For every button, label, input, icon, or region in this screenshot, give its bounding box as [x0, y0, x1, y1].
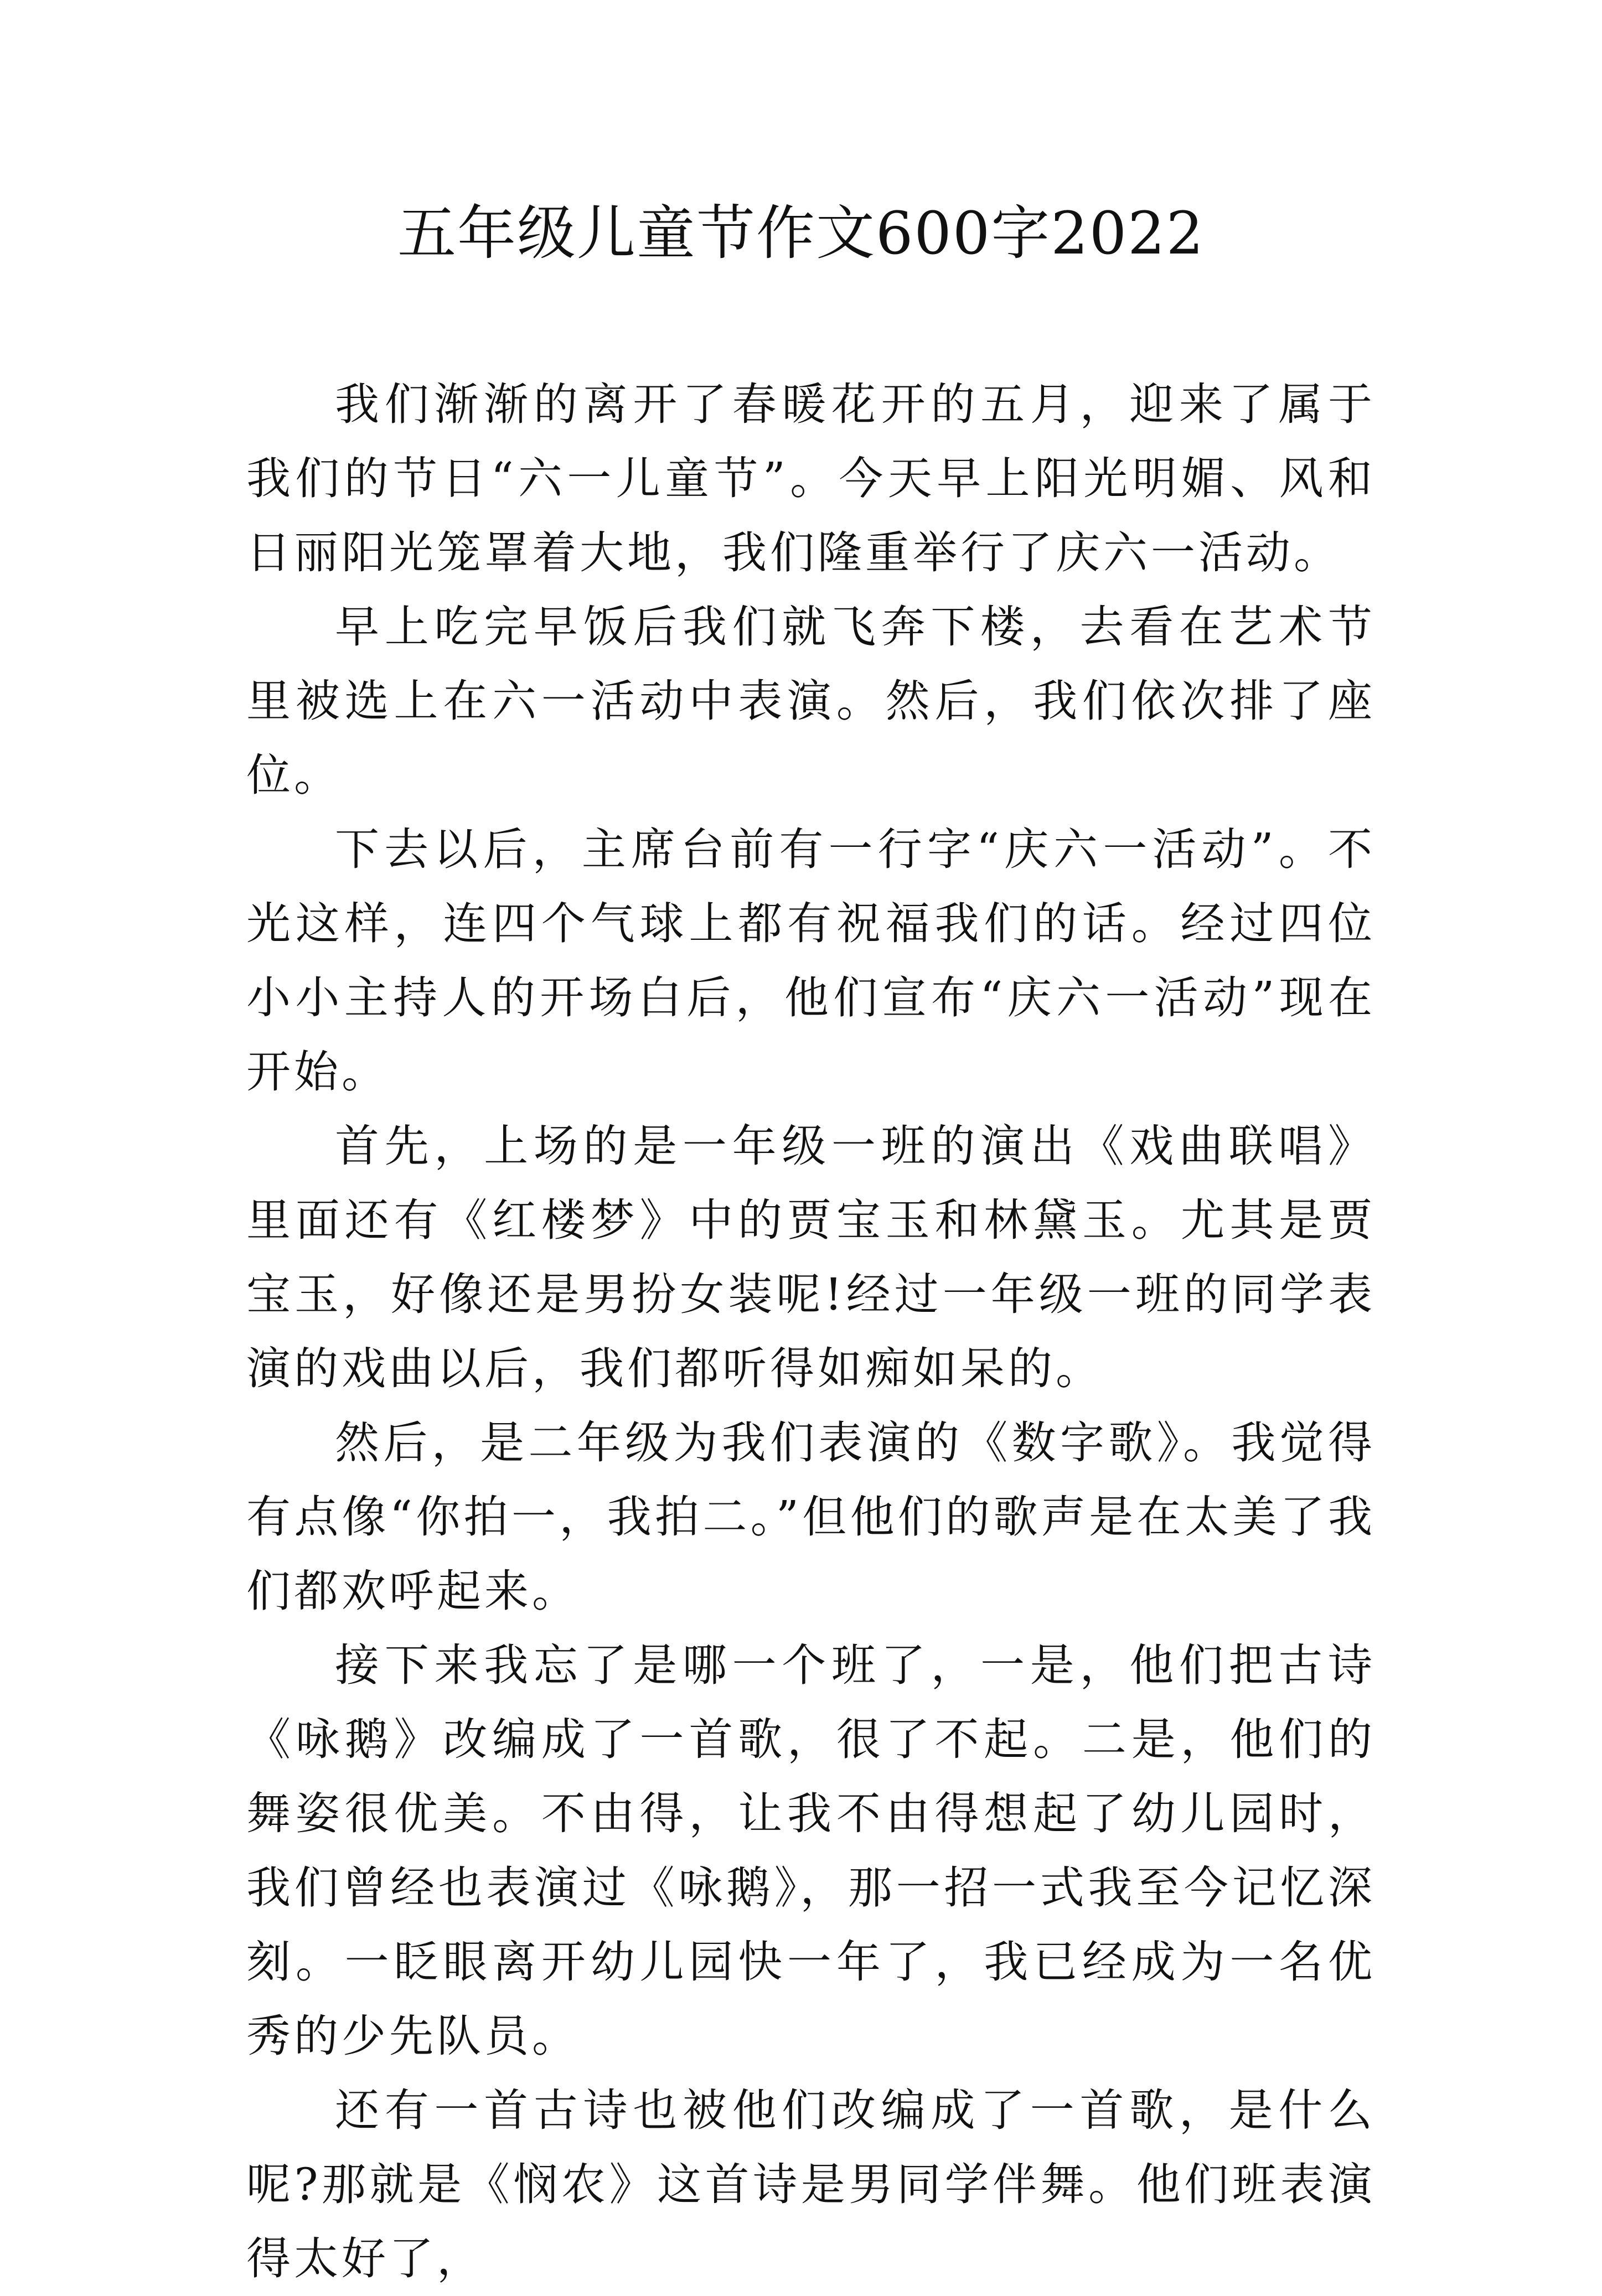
paragraph: 我们渐渐的离开了春暖花开的五月，迎来了属于我们的节日“六一儿童节”。今天早上阳光明媚、风和日丽阳光笼罩着大地，我们隆重举行了庆六一活动。 — [246, 379, 1376, 578]
document-body — [246, 368, 1376, 2296]
paragraph: 首先，上场的是一年级一班的演出《戏曲联唱》里面还有《红楼梦》中的贾宝玉和林黛玉。尤其是贾宝玉，好像还是男扮女装呢!经过一年级一班的同学表演的戏曲以后，我们都听得如痴如呆的。 — [246, 1120, 1376, 1394]
paragraph: 还有一首古诗也被他们改编成了一首歌，是什么呢?那就是《悯农》这首诗是男同学伴舞。他们班表演得太好了， — [246, 2085, 1376, 2284]
paragraph: 早上吃完早饭后我们就飞奔下楼，去看在艺术节里被选上在六一活动中表演。然后，我们依次排了座位。 — [246, 601, 1376, 801]
paragraph: 下去以后，主席台前有一行字“庆六一活动”。不光这样，连四个气球上都有祝福我们的话。经过四位小小主持人的开场白后，他们宣布“庆六一活动”现在开始。 — [246, 824, 1376, 1098]
document-title: 五年级儿童节作文600字2022 — [397, 199, 1205, 267]
paragraph: 然后，是二年级为我们表演的《数字歌》。我觉得有点像“你拍一，我拍二。”但他们的歌声是在太美了我们都欢呼起来。 — [246, 1417, 1376, 1617]
paragraph: 接下来我忘了是哪一个班了，一是，他们把古诗《咏鹅》改编成了一首歌，很了不起。二是，他们的舞姿很优美。不由得，让我不由得想起了幼儿园时，我们曾经也表演过《咏鹅》，那一招一式我至今记忆深刻。一眨眼离开幼儿园快一年了，我已经成为一名优秀的少先队员。 — [246, 1640, 1376, 2062]
